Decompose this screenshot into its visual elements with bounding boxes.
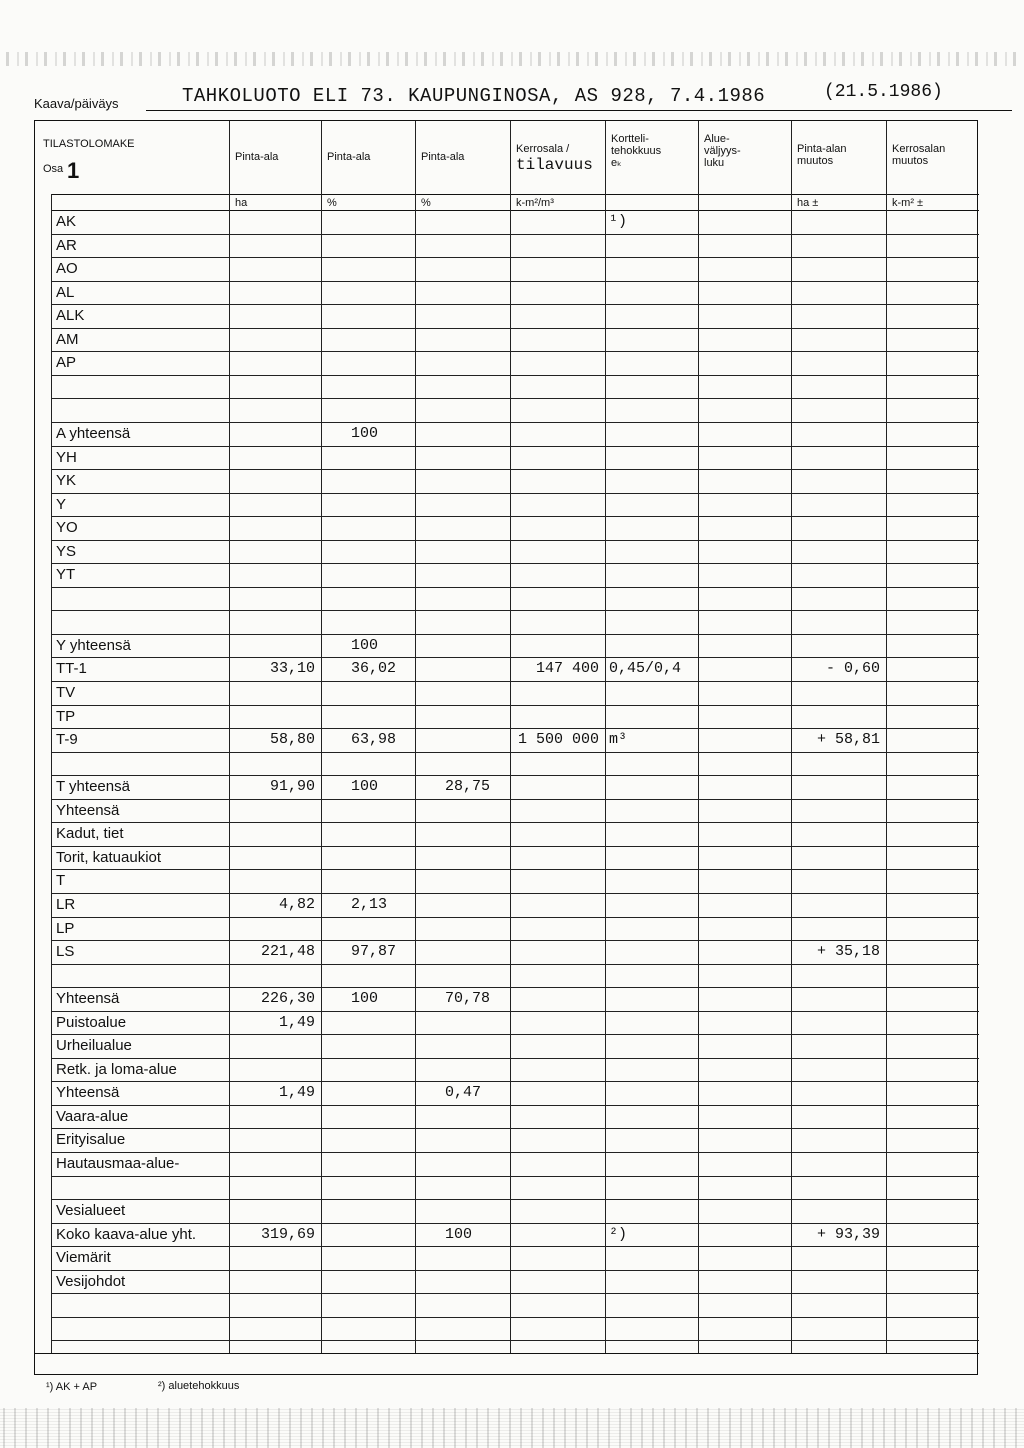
table-row-line bbox=[51, 469, 979, 470]
column-header-line: Kerrosalan bbox=[892, 143, 946, 155]
revision-date: (21.5.1986) bbox=[824, 82, 943, 102]
table-cell-pinta_ha: 91,90 bbox=[269, 778, 315, 796]
table-row-line bbox=[51, 752, 979, 753]
row-label: AO bbox=[56, 260, 78, 278]
column-header-kerrosala bbox=[516, 143, 593, 175]
row-label: T bbox=[56, 872, 66, 890]
row-label: Vaara-alue bbox=[56, 1107, 129, 1125]
table-row-line bbox=[51, 563, 979, 564]
table-row-line bbox=[51, 799, 979, 800]
row-label: AL bbox=[56, 283, 75, 301]
table-row-line bbox=[51, 1034, 979, 1035]
row-label: Hautausmaa-alue- bbox=[56, 1155, 180, 1172]
table-row-line bbox=[51, 1293, 979, 1294]
table-row-line bbox=[51, 234, 979, 235]
table-cell-pinta_muutos: + 58,81 bbox=[816, 731, 880, 749]
table-cell-pinta_ha: 221,48 bbox=[260, 943, 315, 961]
table-row-line bbox=[51, 1340, 979, 1341]
unit-row-line bbox=[51, 210, 979, 211]
table-row-line bbox=[51, 1199, 979, 1200]
plan-title: TAHKOLUOTO ELI 73. KAUPUNGINOSA, AS 928, 7.4.1986 bbox=[182, 85, 766, 107]
form-name: TILASTOLOMAKE bbox=[43, 138, 135, 150]
table-row-line bbox=[51, 940, 979, 941]
table-row-line bbox=[51, 1176, 979, 1177]
column-header-line: tehokkuus bbox=[611, 145, 662, 157]
table-cell-pinta_pct1: 63,98 bbox=[351, 731, 397, 749]
table-cell-pinta_pct2: 70,78 bbox=[445, 990, 491, 1008]
column-divider bbox=[886, 121, 887, 1353]
row-label: YK bbox=[56, 472, 77, 490]
table-row-line bbox=[51, 446, 979, 447]
column-unit-kerrosala: k-m²/m³ bbox=[516, 197, 554, 209]
table-row-line bbox=[51, 1128, 979, 1129]
table-row-line bbox=[51, 540, 979, 541]
statistics-form bbox=[34, 120, 978, 1375]
row-label: Viemärit bbox=[56, 1249, 111, 1267]
osa-label: Osa bbox=[43, 163, 64, 175]
footnote-1: ¹) AK + AP bbox=[46, 1381, 98, 1393]
table-cell-pinta_muutos: + 35,18 bbox=[816, 943, 880, 961]
table-cell-pinta_ha: 1,49 bbox=[278, 1084, 315, 1102]
form-header bbox=[34, 82, 978, 112]
table-row-line bbox=[51, 846, 979, 847]
header-bottom-line bbox=[51, 194, 979, 195]
row-label: TV bbox=[56, 684, 76, 701]
column-unit-pinta_pct2: % bbox=[421, 197, 431, 209]
title-underline bbox=[146, 110, 1012, 111]
column-unit-pinta_muutos: ha ± bbox=[797, 197, 819, 209]
table-cell-pinta_ha: 226,30 bbox=[260, 990, 315, 1008]
column-header-line: Pinta-ala bbox=[327, 151, 371, 163]
column-header-line: tilavuus bbox=[516, 156, 593, 174]
table-row-line bbox=[51, 634, 979, 635]
table-cell-pinta_pct1: 100 bbox=[351, 778, 379, 796]
row-label: YS bbox=[56, 542, 77, 560]
table-row-line bbox=[51, 398, 979, 399]
table-row-line bbox=[51, 705, 979, 706]
table-cell-pinta_ha: 33,10 bbox=[269, 660, 315, 678]
row-label: AP bbox=[56, 354, 77, 372]
row-label: LS bbox=[56, 943, 75, 961]
table-row-line bbox=[51, 728, 979, 729]
table-row-line bbox=[51, 964, 979, 965]
table-row-line bbox=[51, 328, 979, 329]
table-row-line bbox=[51, 1223, 979, 1224]
column-header-line: Pinta-ala bbox=[235, 151, 279, 163]
column-divider bbox=[415, 121, 416, 1353]
table-cell-pinta_pct1: 100 bbox=[351, 424, 379, 442]
row-label: Y yhteensä bbox=[56, 636, 131, 654]
column-header-line: muutos bbox=[892, 155, 929, 167]
row-label: Yhteensä bbox=[56, 1084, 120, 1102]
table-row-line bbox=[51, 610, 979, 611]
column-divider bbox=[791, 121, 792, 1353]
table-row-line bbox=[51, 493, 979, 494]
table-bottom-line bbox=[35, 1353, 979, 1354]
table-row-line bbox=[51, 657, 979, 658]
table-cell-pinta_pct1: 100 bbox=[351, 636, 379, 654]
column-header-kerros_muutos bbox=[892, 143, 945, 167]
row-label: ALK bbox=[56, 307, 85, 325]
column-header-alue bbox=[704, 133, 741, 169]
table-cell-pinta_ha: 1,49 bbox=[278, 1013, 315, 1031]
column-divider bbox=[229, 121, 230, 1353]
row-label: Urheilualue bbox=[56, 1037, 132, 1055]
row-label: TT-1 bbox=[56, 660, 87, 678]
scan-noise-top bbox=[0, 52, 1024, 66]
table-cell-kortteli: 0,45/0,4 bbox=[609, 660, 682, 678]
table-cell-kerrosala: 147 400 bbox=[535, 660, 599, 678]
row-label: YT bbox=[56, 566, 76, 584]
row-label: Erityisalue bbox=[56, 1131, 126, 1149]
table-cell-pinta_muutos: - 0,60 bbox=[825, 660, 880, 678]
column-divider bbox=[698, 121, 699, 1353]
column-header-pinta_pct2 bbox=[421, 151, 464, 163]
table-cell-pinta_ha: 58,80 bbox=[269, 731, 315, 749]
table-cell-pinta_pct2: 0,47 bbox=[445, 1084, 482, 1102]
column-unit-kerros_muutos: k-m² ± bbox=[892, 197, 924, 209]
column-header-pinta_pct1 bbox=[327, 151, 370, 163]
table-row-line bbox=[51, 281, 979, 282]
column-header-pinta_ha bbox=[235, 151, 278, 163]
table-cell-pinta_pct1: 36,02 bbox=[351, 660, 397, 678]
table-row-line bbox=[51, 775, 979, 776]
row-label: Vesijohdot bbox=[56, 1272, 126, 1290]
row-label: Yhteensä bbox=[56, 801, 120, 819]
column-unit-pinta_ha: ha bbox=[235, 197, 248, 209]
plan-date-label: Kaava/päiväys bbox=[34, 96, 119, 111]
row-label: Y bbox=[56, 495, 67, 513]
table-cell-kortteli: ¹) bbox=[609, 213, 628, 230]
table-row-line bbox=[51, 422, 979, 423]
column-header-line: luku bbox=[704, 157, 725, 169]
table-row-line bbox=[51, 375, 979, 376]
row-label: Puistoalue bbox=[56, 1013, 127, 1031]
row-label: Koko kaava-alue yht. bbox=[56, 1225, 197, 1243]
scan-noise-bottom bbox=[0, 1408, 1024, 1448]
table-row-line bbox=[51, 1058, 979, 1059]
column-header-pinta_muutos bbox=[797, 143, 847, 167]
row-label: AK bbox=[56, 213, 77, 230]
column-divider bbox=[510, 121, 511, 1353]
table-row-line bbox=[51, 1011, 979, 1012]
row-label: AM bbox=[56, 330, 79, 348]
table-row-line bbox=[51, 822, 979, 823]
footnote-2: ²) aluetehokkuus bbox=[158, 1380, 240, 1392]
table-row-line bbox=[51, 257, 979, 258]
row-label: YO bbox=[56, 519, 78, 537]
column-header-line: Kerrosala / bbox=[516, 143, 570, 155]
column-unit-pinta_pct1: % bbox=[327, 197, 337, 209]
table-cell-kortteli: ²) bbox=[609, 1225, 628, 1243]
row-label: Retk. ja loma-alue bbox=[56, 1060, 177, 1078]
table-row-line bbox=[51, 1317, 979, 1318]
table-cell-kortteli: m³ bbox=[609, 731, 628, 749]
osa-value: 1 bbox=[67, 158, 80, 183]
row-label: T-9 bbox=[56, 731, 78, 749]
row-label: YH bbox=[56, 448, 77, 466]
row-label: TP bbox=[56, 707, 76, 725]
table-cell-pinta_ha: 319,69 bbox=[260, 1225, 315, 1243]
row-label: A yhteensä bbox=[56, 424, 131, 442]
row-label: Vesialueet bbox=[56, 1202, 126, 1220]
table-row-line bbox=[51, 587, 979, 588]
table-cell-pinta_ha: 4,82 bbox=[278, 895, 315, 913]
row-label: Torit, katuaukiot bbox=[56, 848, 162, 866]
column-header-line: muutos bbox=[797, 155, 834, 167]
column-header-line: Kortteli- bbox=[611, 133, 649, 145]
table-cell-pinta_pct1: 2,13 bbox=[351, 895, 388, 913]
column-divider bbox=[321, 121, 322, 1353]
column-header-line: Pinta-ala bbox=[421, 151, 465, 163]
table-row-line bbox=[51, 987, 979, 988]
table-cell-pinta_muutos: + 93,39 bbox=[816, 1225, 880, 1243]
column-header-line: väljyys- bbox=[704, 145, 741, 157]
table-row-line bbox=[51, 1152, 979, 1153]
row-label: LR bbox=[56, 895, 76, 913]
row-label: LP bbox=[56, 919, 75, 937]
row-label: T yhteensä bbox=[56, 778, 130, 796]
table-row-line bbox=[51, 681, 979, 682]
column-divider bbox=[51, 194, 52, 1353]
column-header-kortteli bbox=[611, 133, 661, 169]
table-row-line bbox=[51, 1270, 979, 1271]
column-header-line: Alue- bbox=[704, 133, 730, 145]
column-divider bbox=[605, 121, 606, 1353]
row-label: Yhteensä bbox=[56, 990, 120, 1008]
column-header-line: eₖ bbox=[611, 157, 622, 169]
table-row-line bbox=[51, 351, 979, 352]
table-cell-kerrosala: 1 500 000 bbox=[517, 731, 599, 749]
table-row-line bbox=[51, 1081, 979, 1082]
row-label: AR bbox=[56, 236, 77, 254]
table-row-line bbox=[51, 917, 979, 918]
row-label: Kadut, tiet bbox=[56, 825, 124, 843]
table-row-line bbox=[51, 869, 979, 870]
table-row-line bbox=[51, 893, 979, 894]
table-cell-pinta_pct1: 100 bbox=[351, 990, 379, 1008]
table-cell-pinta_pct1: 97,87 bbox=[351, 943, 397, 961]
table-cell-pinta_pct2: 28,75 bbox=[445, 778, 491, 796]
table-row-line bbox=[51, 516, 979, 517]
table-cell-pinta_pct2: 100 bbox=[445, 1225, 473, 1243]
table-row-line bbox=[51, 1246, 979, 1247]
column-header-line: Pinta-alan bbox=[797, 143, 847, 155]
table-row-line bbox=[51, 1105, 979, 1106]
table-row-line bbox=[51, 304, 979, 305]
